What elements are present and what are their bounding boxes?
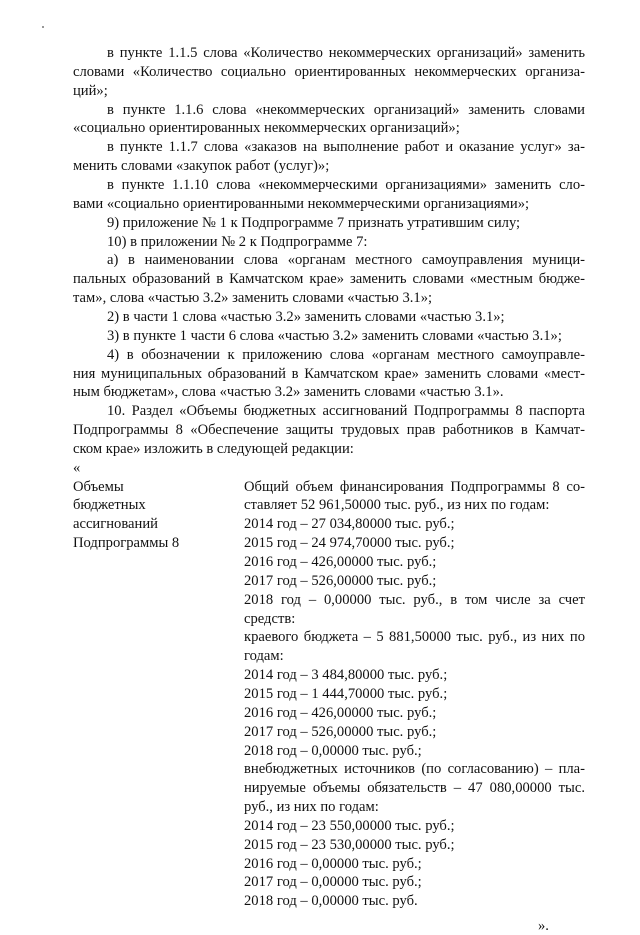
paragraph-line: 4) в обозначении к приложению слова «органам местного самоуправле- <box>107 346 585 363</box>
paragraph-line: там», слова «частью 3.2» заменить словами «частью 3.1»; <box>73 290 433 307</box>
table-value-line: 2016 год – 426,00000 тыс. руб.; <box>244 554 437 570</box>
paragraph-line: менить словами «закупок работ (услуг)»; <box>73 158 330 175</box>
paragraph-line: пальных образований в Камчатском крае» заменить словами «местным бюдже- <box>73 271 585 288</box>
table-label-line: Подпрограммы 8 <box>73 535 180 552</box>
table-value-line: 2017 год – 526,00000 тыс. руб.; <box>244 572 437 589</box>
paragraph-line: словами «Количество социально ориентированных некоммерческих организа- <box>73 63 585 80</box>
paragraph-line: ния муниципальных образований в Камчатском крае» заменить словами «мест- <box>73 365 585 382</box>
table-value-line: внебюджетных источников (по согласованию) – пла- <box>244 761 585 778</box>
open-quote: « <box>73 459 81 476</box>
table-value-line: руб., из них по годам: <box>244 799 379 815</box>
paragraph-line: ций»; <box>73 82 108 99</box>
table-value-line: 2015 год – 23 530,00000 тыс. руб.; <box>244 836 455 853</box>
table-label-line: ассигнований <box>73 516 158 533</box>
paragraph-line: а) в наименовании слова «органам местного самоуправления муници- <box>107 252 585 269</box>
paragraph-line: в пункте 1.1.5 слова «Количество некоммерческих организаций» заменить <box>107 45 585 61</box>
paragraph-line: в пункте 1.1.10 слова «некоммерческими организациями» заменить сло- <box>107 176 585 193</box>
paragraph-line: ском крае» изложить в следующей редакции: <box>73 440 354 457</box>
table-value-line: краевого бюджета – 5 881,50000 тыс. руб., из них по <box>244 629 585 646</box>
paragraph-line: в пункте 1.1.7 слова «заказов на выполнение работ и оказание услуг» за- <box>107 139 585 156</box>
table-value-line: 2014 год – 23 550,00000 тыс. руб.; <box>244 817 455 834</box>
table-value-line: 2014 год – 3 484,80000 тыс. руб.; <box>244 667 448 684</box>
table-value-line: 2018 год – 0,00000 тыс. руб., в том числе за счет <box>244 591 585 608</box>
table-label-line: бюджетных <box>73 497 146 514</box>
table-value-line: нируемые объемы обязательств – 47 080,00000 тыс. <box>244 780 585 797</box>
table-value-line: годам: <box>244 648 284 665</box>
paragraph-line: ным бюджетам», слова «частью 3.2» заменить словами «частью 3.1». <box>73 384 504 401</box>
table-value-line: 2015 год – 1 444,70000 тыс. руб.; <box>244 685 448 702</box>
paragraph-line: в пункте 1.1.6 слова «некоммерческих организаций» заменить словами <box>107 101 585 118</box>
paragraph-line: «социально ориентированных некоммерческих организаций»; <box>73 120 460 137</box>
paragraph-line: Подпрограммы 8 «Обеспечение защиты трудовых прав работников в Камчат- <box>73 422 585 438</box>
table-value-line: 2018 год – 0,00000 тыс. руб. <box>244 893 418 910</box>
close-quote: ». <box>538 918 549 935</box>
table-value-line: 2017 год – 0,00000 тыс. руб.; <box>244 874 422 891</box>
table-label-line: Объемы <box>73 478 124 495</box>
table-value-line: 2018 год – 0,00000 тыс. руб.; <box>244 742 422 759</box>
table-value-line: Общий объем финансирования Подпрограммы 8 со- <box>244 478 585 495</box>
paragraph-line: вами «социально ориентированными некоммерческими организациями»; <box>73 195 530 212</box>
paragraph-line: 9) приложение № 1 к Подпрограмме 7 признать утратившим силу; <box>107 214 521 231</box>
paragraph-line: 2) в части 1 слова «частью 3.2» заменить словами «частью 3.1»; <box>107 308 505 325</box>
table-value-line: 2017 год – 526,00000 тыс. руб.; <box>244 723 437 740</box>
table-value-line: 2015 год – 24 974,70000 тыс. руб.; <box>244 535 455 552</box>
paragraph-line: 3) в пункте 1 части 6 слова «частью 3.2» заменить словами «частью 3.1»; <box>107 327 562 344</box>
table-value-line: ставляет 52 961,50000 тыс. руб., из них по годам: <box>244 497 550 514</box>
table-value-line: 2016 год – 0,00000 тыс. руб.; <box>244 855 422 872</box>
table-value-line: 2014 год – 27 034,80000 тыс. руб.; <box>244 516 455 533</box>
paragraph-line: 10. Раздел «Объемы бюджетных ассигнований Подпрограммы 8 паспорта <box>107 403 585 420</box>
scan-speck <box>42 26 44 28</box>
table-value-line: средств: <box>244 610 296 627</box>
table-value-line: 2016 год – 426,00000 тыс. руб.; <box>244 704 437 721</box>
paragraph-line: 10) в приложении № 2 к Подпрограмме 7: <box>107 233 368 250</box>
